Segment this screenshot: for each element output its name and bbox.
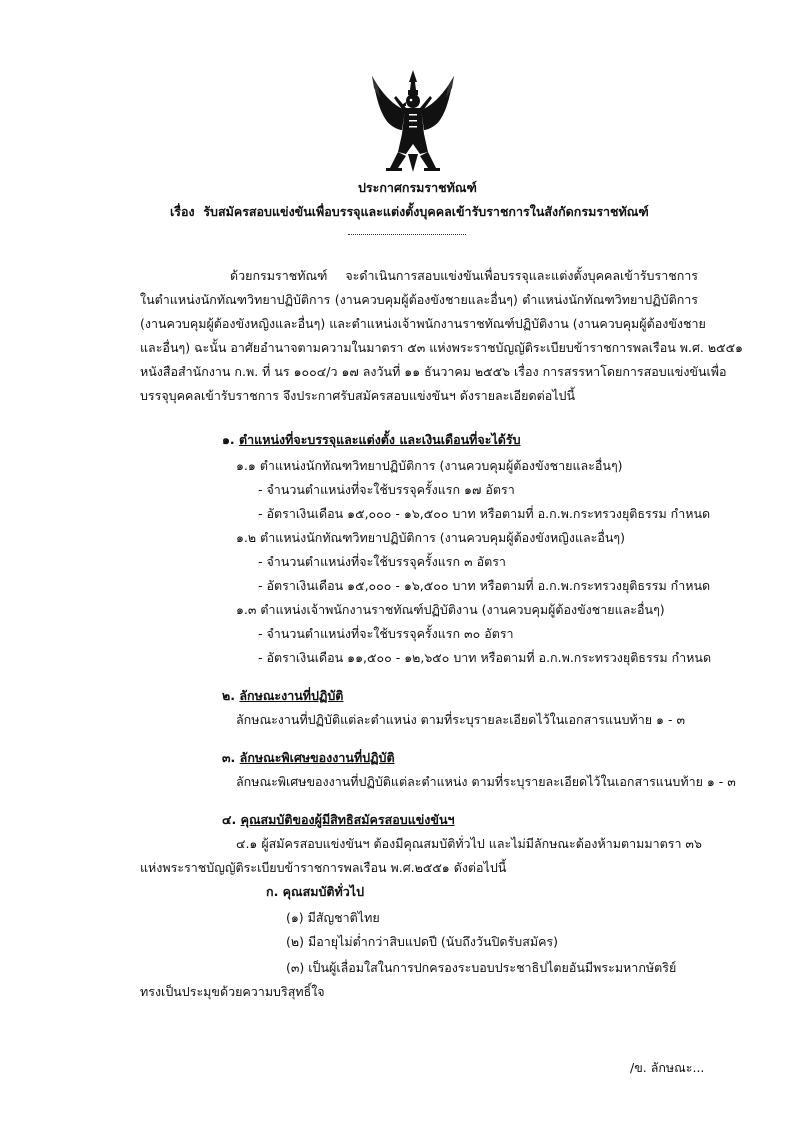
page-continuation: /ข. ลักษณะ... (630, 1060, 705, 1075)
position-1-title: ๑.๑ ตำแหน่งนักทัณฑวิทยาปฏิบัติการ (งานควบคุมผู้ต้องขังชายและอื่นๆ) (236, 458, 623, 473)
qualification-subheading: ก. คุณสมบัติทั่วไป (266, 884, 365, 899)
section-4-para-line-1: ๔.๑ ผู้สมัครสอบแข่งขันฯ ต้องมีคุณสมบัติทั่วไป และไม่มีลักษณะต้องห้ามตามมาตรา ๓๖ (236, 836, 702, 851)
section-2-title: ลักษณะงานที่ปฏิบัติ (239, 688, 344, 703)
garuda-emblem-icon (368, 68, 458, 174)
intro-line-5: หนังสือสำนักงาน ก.พ. ที่ นร ๑๐๐๔/ว ๑๗ ลงวันที่ ๑๑ ธันวาคม ๒๕๕๖ เรื่อง การสรรหาโดยการสอบแข่งขันเพื่อ (140, 364, 727, 379)
position-3-title: ๑.๓ ตำแหน่งเจ้าพนักงานราชทัณฑ์ปฏิบัติงาน (งานควบคุมผู้ต้องขังชายและอื่นๆ) (236, 602, 665, 617)
position-2-salary: - อัตราเงินเดือน ๑๕,๐๐๐ - ๑๖,๕๐๐ บาท หรือตามที่ อ.ก.พ.กระทรวงยุติธรรม กำหนด (258, 578, 711, 593)
section-3-heading (222, 750, 395, 765)
section-4-heading (222, 812, 455, 827)
position-2-title: ๑.๒ ตำแหน่งนักทัณฑวิทยาปฏิบัติการ (งานควบคุมผู้ต้องขังหญิงและอื่นๆ) (236, 530, 626, 545)
intro-line-4: และอื่นๆ) ฉะนั้น อาศัยอำนาจตามความในมาตรา ๕๓ แห่งพระราชบัญญัติระเบียบข้าราชการพลเรือน พ.ศ. ๒๕๕๑ (140, 340, 743, 355)
section-3-number: ๓. (222, 750, 236, 765)
section-1-title: ตำแหน่งที่จะบรรจุและแต่งตั้ง และเงินเดือนที่จะได้รับ (239, 432, 521, 447)
position-1-salary: - อัตราเงินเดือน ๑๕,๐๐๐ - ๑๖,๕๐๐ บาท หรือตามที่ อ.ก.พ.กระทรวงยุติธรรม กำหนด (258, 506, 711, 521)
qualification-item-3-cont: ทรงเป็นประมุขด้วยความบริสุทธิ์ใจ (140, 984, 325, 999)
position-3-salary: - อัตราเงินเดือน ๑๑,๕๐๐ - ๑๒,๖๕๐ บาท หรือตามที่ อ.ก.พ.กระทรวงยุติธรรม กำหนด (258, 650, 712, 665)
position-1-count: - จำนวนตำแหน่งที่จะใช้บรรจุครั้งแรก ๑๗ อัตรา (258, 482, 515, 497)
section-2-heading (222, 688, 343, 703)
section-1-heading (222, 432, 521, 447)
section-4-title: คุณสมบัติของผู้มีสิทธิสมัครสอบแข่งขันฯ (240, 812, 455, 827)
subject-label: เรื่อง (170, 204, 195, 219)
intro-line-2: ในตำแหน่งนักทัณฑวิทยาปฏิบัติการ (งานควบคุมผู้ต้องขังชายและอื่นๆ) ตำแหน่งนักทัณฑวิทยาปฏิบัติการ (140, 292, 698, 307)
intro-line-6: บรรจุบุคคลเข้ารับราชการ จึงประกาศรับสมัครสอบแข่งขันฯ ดังรายละเอียดต่อไปนี้ (140, 388, 576, 403)
position-3-count: - จำนวนตำแหน่งที่จะใช้บรรจุครั้งแรก ๓๐ อัตรา (258, 626, 514, 641)
qualification-item-1: (๑) มีสัญชาติไทย (286, 910, 380, 925)
intro-line-3: (งานควบคุมผู้ต้องขังหญิงและอื่นๆ) และตำแหน่งเจ้าพนักงานราชทัณฑ์ปฏิบัติงาน (งานควบคุมผู้ต้องขังชาย (140, 316, 706, 331)
subject-line (170, 204, 649, 219)
qualification-item-2: (๒) มีอายุไม่ต่ำกว่าสิบแปดปี (นับถึงวันปิดรับสมัคร) (286, 934, 559, 949)
subject-text: รับสมัครสอบแข่งขันเพื่อบรรจุและแต่งตั้งบุคคลเข้ารับราชการในสังกัดกรมราชทัณฑ์ (194, 204, 649, 219)
section-4-number: ๔. (222, 812, 237, 827)
section-2-text: ลักษณะงานที่ปฏิบัติแต่ละตำแหน่ง ตามที่ระบุรายละเอียดไว้ในเอกสารแนบท้าย ๑ - ๓ (236, 712, 685, 727)
section-3-text: ลักษณะพิเศษของงานที่ปฏิบัติแต่ละตำแหน่ง ตามที่ระบุรายละเอียดไว้ในเอกสารแนบท้าย ๑ - ๓ (236, 774, 736, 789)
section-4-para-line-2: แห่งพระราชบัญญัติระเบียบข้าราชการพลเรือน พ.ศ.๒๕๕๑ ดังต่อไปนี้ (140, 860, 507, 875)
position-2-count: - จำนวนตำแหน่งที่จะใช้บรรจุครั้งแรก ๓ อัตรา (258, 554, 506, 569)
agency-title: ประกาศกรมราชทัณฑ์ (358, 180, 477, 195)
section-1-number: ๑. (222, 432, 235, 447)
qualification-item-3: (๓) เป็นผู้เลื่อมใสในการปกครองระบอบประชาธิปไตยอันมีพระมหากษัตริย์ (286, 960, 677, 975)
section-3-title: ลักษณะพิเศษของงานที่ปฏิบัติ (239, 750, 395, 765)
section-2-number: ๒. (222, 688, 235, 703)
header-divider (348, 234, 466, 235)
intro-line-1: ด้วยกรมราชทัณฑ์ จะดำเนินการสอบแข่งขันเพื่อบรรจุและแต่งตั้งบุคคลเข้ารับราชการ (230, 268, 698, 283)
